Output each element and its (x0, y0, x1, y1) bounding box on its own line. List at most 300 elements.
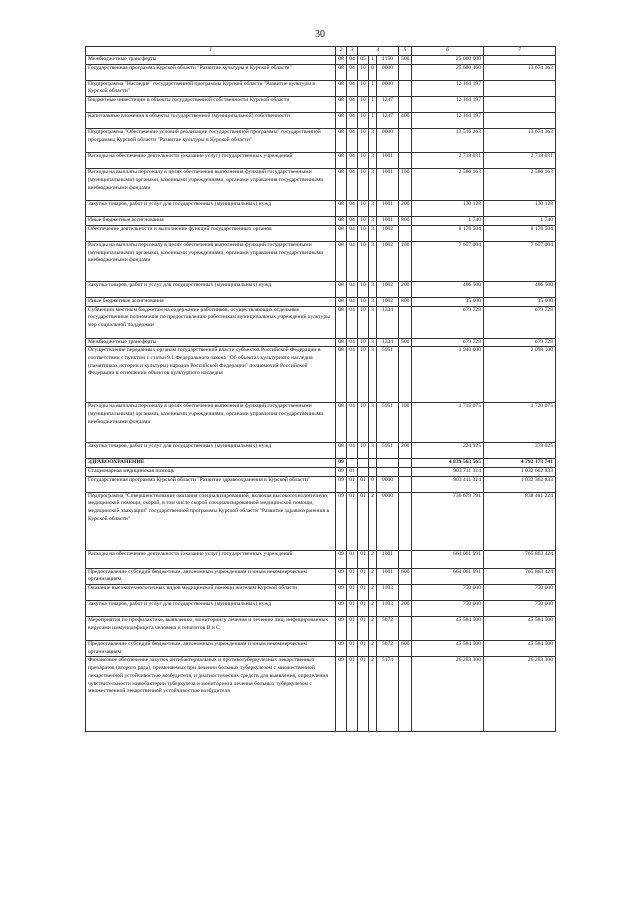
section-code: 08 (336, 201, 347, 217)
table-row (86, 617, 556, 641)
subprogram-code: 3 (369, 281, 377, 297)
subsection-code: 04 (347, 169, 358, 201)
row-name: Расходы на выплаты персоналу в целях обеспечения выполнения функций государственными (муниципальными) органами, казенными учреждениями, органами управления государственными внебюджетными фондами (86, 241, 336, 281)
section-code: 09 (336, 617, 347, 641)
subprogram-code: 2 (369, 492, 377, 550)
subsection-code: 04 (347, 129, 358, 153)
section-code: 09 (336, 492, 347, 550)
section-code: 08 (336, 56, 347, 65)
row-name: Субвенции местным бюджетам на содержание работников, осуществляющих отдельные государственные полномочия по предоставлению работникам муниципальных учреждений культуры мер социальной поддержки (86, 306, 336, 338)
row-name: Осуществление переданных органам государственной власти субъектов Российской Федерации в соответствии с пунктом 1 статьи 9.1 Федерального закона "Об объектах культурного наследия (памятниках истории и культуры) народов Российской Федерации" полномочий Российской Федерации в отношении объектов культурного наследия (86, 347, 336, 403)
section-code: 08 (336, 347, 347, 403)
table-row (86, 225, 556, 241)
expense-type-code (399, 129, 412, 153)
amount-year-2: 2 098 100 (484, 347, 556, 403)
subsection-code: 01 (347, 467, 358, 476)
table-row (86, 297, 556, 306)
direction-code: 1002 (377, 297, 399, 306)
subsection-code: 04 (347, 201, 358, 217)
direction-code: 5072 (377, 641, 399, 657)
expense-type-code (399, 80, 412, 96)
section-code: 08 (336, 443, 347, 459)
program-code: 01 (358, 568, 369, 584)
program-code: 10 (358, 297, 369, 306)
table-row (86, 550, 556, 568)
subsection-code: 04 (347, 281, 358, 297)
section-code: 09 (336, 585, 347, 601)
subsection-code: 01 (347, 617, 358, 641)
row-name: Обеспечение деятельности и выполнение функций государственных органов (86, 225, 336, 241)
section-code: 08 (336, 113, 347, 129)
amount-year-1: 45 584 500 (412, 641, 484, 657)
subprogram-code: 0 (369, 64, 377, 80)
table-row (86, 657, 556, 732)
direction-code: 1334 (377, 306, 399, 338)
subprogram-code: 2 (369, 641, 377, 657)
direction-code: 0000 (377, 129, 399, 153)
amount-year-2: 2 586 163 (484, 169, 556, 201)
program-code: 01 (358, 585, 369, 601)
table-row (86, 97, 556, 113)
expense-type-code: 100 (399, 169, 412, 201)
direction-code: 1002 (377, 241, 399, 281)
amount-year-1: 12 164 197 (412, 97, 484, 113)
direction-code: 1150 (377, 56, 399, 65)
table-row (86, 403, 556, 443)
program-code: 10 (358, 113, 369, 129)
amount-year-2: 13 674 363 (484, 129, 556, 153)
expense-type-code (399, 225, 412, 241)
table-row (86, 467, 556, 476)
subsection-code: 04 (347, 241, 358, 281)
row-name: Предоставление субсидий бюджетным, автономным учреждениям и иным некоммерческим организациям (86, 568, 336, 584)
subprogram-code: 3 (369, 129, 377, 153)
direction-code: 0000 (377, 64, 399, 80)
table-row (86, 201, 556, 217)
direction-code: 5174 (377, 657, 399, 732)
subsection-code: 01 (347, 492, 358, 550)
direction-code (377, 459, 399, 468)
expense-type-code: 200 (399, 601, 412, 617)
amount-year-2: 750 000 (484, 601, 556, 617)
program-code: 10 (358, 129, 369, 153)
row-name: Капитальные вложения в объекты государственной (муниципальной) собственности (86, 113, 336, 129)
amount-year-1: 4 839 563 565 (412, 459, 484, 468)
section-code: 08 (336, 297, 347, 306)
expense-type-code (399, 550, 412, 568)
amount-year-2: 679 728 (484, 306, 556, 338)
table-body (86, 47, 556, 732)
subsection-code: 04 (347, 403, 358, 443)
amount-year-1: 35 000 (412, 297, 484, 306)
direction-code: 1001 (377, 568, 399, 584)
amount-year-2: 1 720 075 (484, 403, 556, 443)
amount-year-1: 750 000 (412, 601, 484, 617)
table-row (86, 113, 556, 129)
amount-year-2: 750 000 (484, 585, 556, 601)
row-name: Закупка товаров, работ и услуг для государственных (муниципальных) нужд (86, 443, 336, 459)
amount-year-2: 13 674 363 (484, 64, 556, 80)
program-code: 10 (358, 64, 369, 80)
section-code: 08 (336, 241, 347, 281)
program-code: 01 (358, 550, 369, 568)
direction-code: 5951 (377, 347, 399, 403)
amount-year-1: 2 718 031 (412, 153, 484, 169)
program-code: 10 (358, 80, 369, 96)
table-row (86, 217, 556, 226)
subsection-code: 04 (347, 80, 358, 96)
expense-type-code: 400 (399, 113, 412, 129)
row-name: Межбюджетные трансферты (86, 56, 336, 65)
table-row (86, 169, 556, 201)
program-code: 01 (358, 601, 369, 617)
subsection-code: 01 (347, 657, 358, 732)
expense-type-code: 600 (399, 568, 412, 584)
direction-code: 1103 (377, 585, 399, 601)
subprogram-code: 2 (369, 550, 377, 568)
amount-year-1: 7 657 004 (412, 241, 484, 281)
subprogram-code: 2 (369, 601, 377, 617)
row-name: Бюджетные инвестиции в объекты государственной собственности Курской области (86, 97, 336, 113)
table-row (86, 56, 556, 65)
table-row (86, 492, 556, 550)
program-code: 10 (358, 241, 369, 281)
amount-year-1: 903 711 314 (412, 467, 484, 476)
program-code: 10 (358, 443, 369, 459)
column-header: 3 (347, 47, 358, 56)
section-code: 09 (336, 550, 347, 568)
amount-year-1: 679 728 (412, 306, 484, 338)
program-code: 10 (358, 306, 369, 338)
subprogram-code: 3 (369, 217, 377, 226)
section-code: 09 (336, 568, 347, 584)
direction-code: 1001 (377, 201, 399, 217)
row-name: Оказание высокотехнологичных видов медицинской помощи жителям Курской области (86, 585, 336, 601)
direction-code: 1247 (377, 113, 399, 129)
subsection-code: 01 (347, 476, 358, 492)
program-code: 10 (358, 281, 369, 297)
expense-type-code: 500 (399, 56, 412, 65)
subprogram-code: 3 (369, 241, 377, 281)
amount-year-2 (484, 80, 556, 96)
amount-year-1: 1 715 075 (412, 403, 484, 443)
table-row (86, 129, 556, 153)
program-code: 10 (358, 153, 369, 169)
expense-type-code (399, 492, 412, 550)
subsection-code: 04 (347, 217, 358, 226)
expense-type-code (399, 617, 412, 641)
program-code: 10 (358, 201, 369, 217)
amount-year-2: 838 481 224 (484, 492, 556, 550)
row-name: Мероприятия по профилактике, выявлению, мониторингу лечения и лечению лиц, инфицированных вирусами иммунодефицита человека и гепатитов В и С (86, 617, 336, 641)
table-row (86, 347, 556, 403)
row-name: Межбюджетные трансферты (86, 338, 336, 347)
direction-code: 1103 (377, 601, 399, 617)
program-code: 10 (358, 403, 369, 443)
section-code: 08 (336, 281, 347, 297)
table-row (86, 338, 556, 347)
section-code: 08 (336, 225, 347, 241)
section-code: 08 (336, 169, 347, 201)
table-row (86, 443, 556, 459)
section-code: 08 (336, 403, 347, 443)
program-code: 10 (358, 217, 369, 226)
row-name: Расходы на выплаты персоналу в целях обеспечения выполнения функций государственными (муниципальными) органами, казенными учреждениями, органами управления государственными внебюджетными фондами (86, 169, 336, 201)
amount-year-2: 486 500 (484, 281, 556, 297)
amount-year-1: 750 000 (412, 585, 484, 601)
table-row (86, 585, 556, 601)
table-row (86, 568, 556, 584)
expense-type-code (399, 476, 412, 492)
amount-year-1: 736 679 791 (412, 492, 484, 550)
amount-year-1: 12 164 197 (412, 113, 484, 129)
row-name: Расходы на обеспечение деятельности (оказание услуг) государственных учреждений (86, 550, 336, 568)
amount-year-2: 26 283 300 (484, 657, 556, 732)
program-code: 01 (358, 641, 369, 657)
section-code: 09 (336, 641, 347, 657)
subprogram-code: 2 (369, 617, 377, 641)
row-name: Подпрограмма "Совершенствование оказания специализированной, включая высокотехнологичную, медицинской помощи, скорой, в том числе скорой специализированной медицинской помощи, медицинской эвакуации" государственной программы Курской области "Развитие здравоохранения в Курской области" (86, 492, 336, 550)
subsection-code: 01 (347, 641, 358, 657)
row-name: Расходы на обеспечение деятельности (оказание услуг) государственных учреждений (86, 153, 336, 169)
amount-year-1: 903 411 314 (412, 476, 484, 492)
table-row (86, 476, 556, 492)
direction-code: 0000 (377, 476, 399, 492)
table-row (86, 241, 556, 281)
amount-year-1: 8 178 504 (412, 225, 484, 241)
program-code: 10 (358, 97, 369, 113)
amount-year-1: 13 516 263 (412, 129, 484, 153)
amount-year-2 (484, 113, 556, 129)
row-name: Закупка товаров, работ и услуг для государственных (муниципальных) нужд (86, 601, 336, 617)
row-name: Иные бюджетные ассигнования (86, 297, 336, 306)
section-code: 08 (336, 306, 347, 338)
direction-code: 0000 (377, 492, 399, 550)
section-code: 08 (336, 129, 347, 153)
program-code: 01 (358, 617, 369, 641)
program-code: 05 (358, 56, 369, 65)
program-code (358, 467, 369, 476)
amount-year-1: 130 128 (412, 201, 484, 217)
expense-type-code: 800 (399, 217, 412, 226)
amount-year-1: 224 925 (412, 443, 484, 459)
expense-type-code: 800 (399, 297, 412, 306)
subprogram-code: 3 (369, 443, 377, 459)
amount-year-1: 1 740 (412, 217, 484, 226)
section-code: 08 (336, 217, 347, 226)
section-code: 08 (336, 80, 347, 96)
direction-code: 0000 (377, 80, 399, 96)
row-name: Стационарная медицинская помощь (86, 467, 336, 476)
amount-year-1: 664 061 991 (412, 568, 484, 584)
direction-code: 1247 (377, 97, 399, 113)
amount-year-2: 7 657 004 (484, 241, 556, 281)
subprogram-code: 3 (369, 403, 377, 443)
direction-code: 1001 (377, 217, 399, 226)
expense-type-code (399, 347, 412, 403)
program-code: 10 (358, 169, 369, 201)
row-name: Предоставление субсидий бюджетным, автономным учреждениям и иным некоммерческим организациям (86, 641, 336, 657)
subsection-code: 01 (347, 550, 358, 568)
amount-year-2: 4 792 173 741 (484, 459, 556, 468)
subprogram-code: 3 (369, 201, 377, 217)
expense-type-code (399, 459, 412, 468)
expense-type-code: 200 (399, 443, 412, 459)
row-name: Подпрограмма "Обеспечение условий реализации государственной программы" государственной программы Курской области "Развитие культуры в Курской области" (86, 129, 336, 153)
column-header: 5 (399, 47, 412, 56)
subsection-code: 01 (347, 585, 358, 601)
section-code: 09 (336, 467, 347, 476)
subprogram-code: 2 (369, 568, 377, 584)
row-name: Закупка товаров, работ и услуг для государственных (муниципальных) нужд (86, 281, 336, 297)
program-code: 10 (358, 338, 369, 347)
subsection-code: 04 (347, 113, 358, 129)
section-code: 08 (336, 153, 347, 169)
amount-year-2: 765 863 424 (484, 568, 556, 584)
expense-type-code (399, 585, 412, 601)
table-row (86, 64, 556, 80)
direction-code: 1334 (377, 338, 399, 347)
row-name: Закупка товаров, работ и услуг для государственных (муниципальных) нужд (86, 201, 336, 217)
expense-type-code (399, 64, 412, 80)
direction-code (377, 467, 399, 476)
expense-type-code (399, 306, 412, 338)
amount-year-2 (484, 97, 556, 113)
subprogram-code: 0 (369, 476, 377, 492)
subprogram-code: 3 (369, 347, 377, 403)
expense-type-code: 600 (399, 641, 412, 657)
subsection-code: 04 (347, 347, 358, 403)
subsection-code: 01 (347, 568, 358, 584)
amount-year-1: 26 283 300 (412, 657, 484, 732)
column-header-row (86, 47, 556, 56)
row-name: ЗДРАВООХРАНЕНИЕ (86, 459, 336, 468)
row-name: Государственная программа Курской области "Развитие здравоохранения в Курской области" (86, 476, 336, 492)
section-code: 09 (336, 476, 347, 492)
column-header: 6 (412, 47, 484, 56)
section-code: 09 (336, 601, 347, 617)
subsection-code: 04 (347, 297, 358, 306)
amount-year-1: 2 586 163 (412, 169, 484, 201)
page-number: 30 (315, 29, 325, 40)
column-header: 2 (336, 47, 347, 56)
direction-code: 1002 (377, 225, 399, 241)
amount-year-2: 35 000 (484, 297, 556, 306)
budget-table (85, 46, 556, 732)
table-row (86, 459, 556, 468)
program-code: 01 (358, 492, 369, 550)
subprogram-code: 3 (369, 225, 377, 241)
section-code: 09 (336, 657, 347, 732)
subprogram-code: 1 (369, 56, 377, 65)
subsection-code: 04 (347, 225, 358, 241)
column-header: 4 (358, 47, 399, 56)
expense-type-code: 100 (399, 403, 412, 443)
subsection-code: 04 (347, 64, 358, 80)
direction-code: 5072 (377, 617, 399, 641)
table-row (86, 281, 556, 297)
subsection-code: 04 (347, 306, 358, 338)
table-row (86, 601, 556, 617)
amount-year-1: 25 000 000 (412, 56, 484, 65)
direction-code: 1001 (377, 550, 399, 568)
amount-year-2: 45 584 500 (484, 617, 556, 641)
amount-year-1: 25 680 460 (412, 64, 484, 80)
row-name: Финансовое обеспечение закупок антибактериальных и противотуберкулезных лекарственных препаратов (второго ряда), применяемых при лечении больных туберкулезом с множественной лекарственной устойчивостью возбудителя, и диагностических средств для выявления, определения чувствительности микобактерии туберкулеза и мониторинга лечения больных туберкулезом с множественной лекарственной устойчивостью возбудителя (86, 657, 336, 732)
subprogram-code: 2 (369, 657, 377, 732)
subsection-code: 04 (347, 153, 358, 169)
amount-year-2: 378 025 (484, 443, 556, 459)
amount-year-1: 45 584 500 (412, 617, 484, 641)
subsection-code: 04 (347, 338, 358, 347)
program-code: 01 (358, 657, 369, 732)
subprogram-code: 3 (369, 169, 377, 201)
section-code: 08 (336, 97, 347, 113)
table-row (86, 153, 556, 169)
amount-year-2: 130 128 (484, 201, 556, 217)
subprogram-code: 3 (369, 338, 377, 347)
table-row (86, 641, 556, 657)
subsection-code: 04 (347, 97, 358, 113)
program-code (358, 459, 369, 468)
column-header: 7 (484, 47, 556, 56)
subprogram-code: 3 (369, 153, 377, 169)
subprogram-code: 1 (369, 80, 377, 96)
amount-year-2 (484, 56, 556, 65)
amount-year-1: 12 164 197 (412, 80, 484, 96)
amount-year-2: 45 584 500 (484, 641, 556, 657)
direction-code: 1002 (377, 281, 399, 297)
table-row (86, 80, 556, 96)
expense-type-code: 200 (399, 201, 412, 217)
subsection-code: 04 (347, 443, 358, 459)
section-code: 09 (336, 459, 347, 468)
subprogram-code (369, 467, 377, 476)
expense-type-code: 500 (399, 338, 412, 347)
subprogram-code: 3 (369, 306, 377, 338)
program-code: 10 (358, 347, 369, 403)
row-name: Расходы на выплаты персоналу в целях обеспечения выполнения функций государственными (муниципальными) органами, казенными учреждениями, органами управления государственными внебюджетными фондами (86, 403, 336, 443)
subprogram-code (369, 459, 377, 468)
subprogram-code: 2 (369, 585, 377, 601)
section-code: 08 (336, 338, 347, 347)
amount-year-2: 2 718 031 (484, 153, 556, 169)
amount-year-1: 679 728 (412, 338, 484, 347)
amount-year-2: 1 740 (484, 217, 556, 226)
expense-type-code (399, 97, 412, 113)
row-name: Иные бюджетные ассигнования (86, 217, 336, 226)
direction-code: 1001 (377, 153, 399, 169)
direction-code: 5951 (377, 403, 399, 443)
row-name: Государственная программа Курской области "Развитие культуры в Курской области" (86, 64, 336, 80)
subsection-code: 01 (347, 601, 358, 617)
subsection-code (347, 459, 358, 468)
amount-year-2: 1 032 662 833 (484, 467, 556, 476)
subsection-code: 04 (347, 56, 358, 65)
direction-code: 5951 (377, 443, 399, 459)
amount-year-2: 8 178 504 (484, 225, 556, 241)
row-name: Подпрограмма "Наследие" государственной программы Курской области "Развитие культуры в Курской области" (86, 80, 336, 96)
amount-year-1: 1 940 000 (412, 347, 484, 403)
amount-year-1: 486 500 (412, 281, 484, 297)
program-code: 01 (358, 476, 369, 492)
expense-type-code: 100 (399, 241, 412, 281)
expense-type-code (399, 153, 412, 169)
amount-year-2: 765 863 424 (484, 550, 556, 568)
expense-type-code: 200 (399, 281, 412, 297)
expense-type-code (399, 467, 412, 476)
subprogram-code: 3 (369, 297, 377, 306)
